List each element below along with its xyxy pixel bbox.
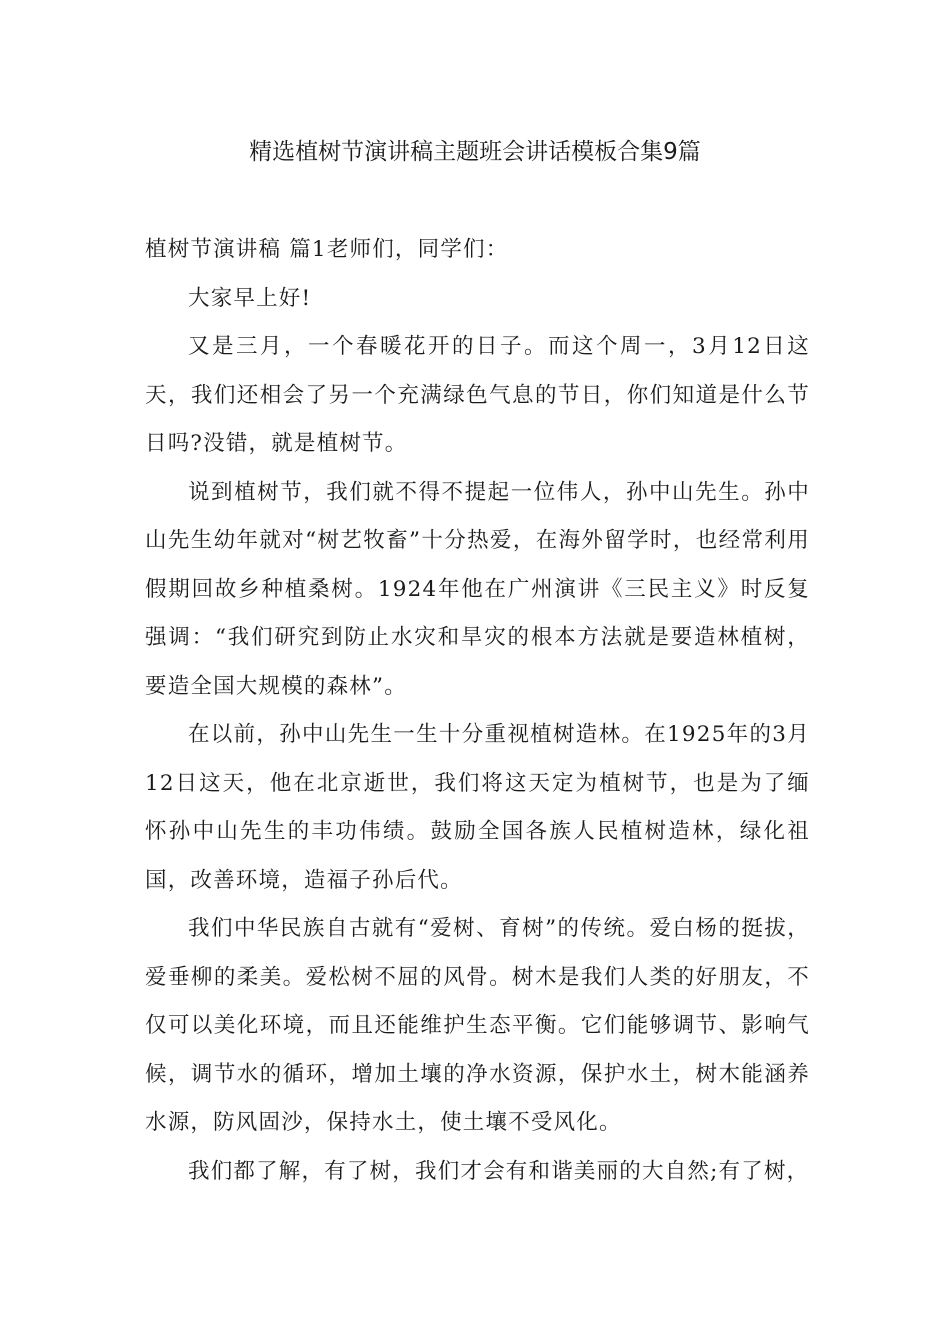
- paragraph: 在以前，孙中山先生一生十分重视植树造林。在1925年的3月12日这天，他在北京逝世，我们将这天定为植树节，也是为了缅怀孙中山先生的丰功伟绩。鼓励全国各族人民植树造林，绿化祖国，改善环境，造福子孙后代。: [145, 722, 810, 893]
- paragraph: 又是三月，一个春暖花开的日子。而这个周一，3月12日这天，我们还相会了另一个充满绿色气息的节日，你们知道是什么节日吗?没错，就是植树节。: [145, 334, 810, 456]
- paragraph-greeting: 大家早上好!: [188, 285, 312, 311]
- paragraph: 我们中华民族自古就有“爱树、育树”的传统。爱白杨的挺拔，爱垂柳的柔美。爱松树不屈的风骨。树木是我们人类的好朋友，不仅可以美化环境，而且还能维护生态平衡。它们能够调节、影响气候，调节水的循环，增加土壤的净水资源，保护水土，树木能涵养水源，防风固沙，保持水土，使土壤不受风化。: [145, 916, 810, 1135]
- document-title: 精选植树节演讲稿主题班会讲话模板合集9篇: [249, 139, 701, 165]
- paragraph-opening: 植树节演讲稿 篇1老师们，同学们：: [145, 237, 509, 262]
- paragraph: 我们都了解，有了树，我们才会有和谐美丽的大自然;有了树，: [188, 1158, 810, 1184]
- document-body: [145, 226, 810, 1196]
- paragraph: 说到植树节，我们就不得不提起一位伟人，孙中山先生。孙中山先生幼年就对“树艺牧畜”十分热爱，在海外留学时，也经常利用假期回故乡种植桑树。1924年他在广州演讲《三民主义》时反复强调：“我们研究到防止水灾和旱灾的根本方法就是要造林植树，要造全国大规模的森林”。: [145, 479, 810, 699]
